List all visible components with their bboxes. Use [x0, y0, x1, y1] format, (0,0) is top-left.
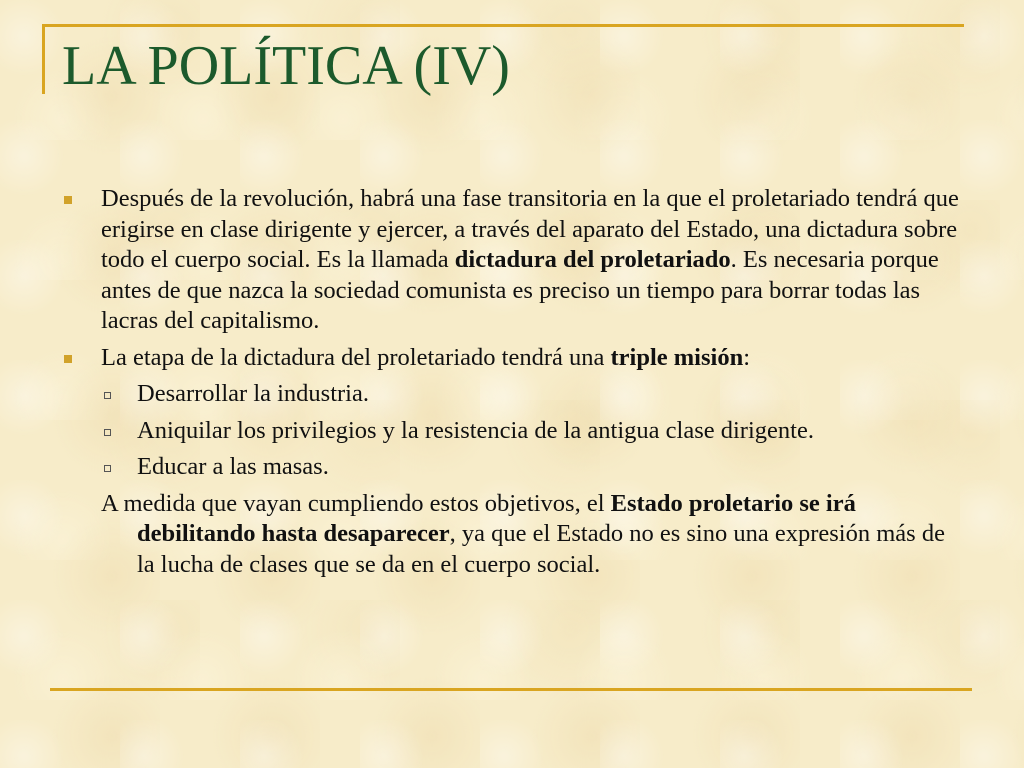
- sub-item-text: Educar a las masas.: [137, 453, 329, 480]
- bullet1-bold-term: dictadura del proletariado: [454, 246, 731, 273]
- sub-item-text: Aniquilar los privilegios y la resistencia de la antigua clase dirigente.: [137, 416, 814, 444]
- closing-text-b: , ya que el Estado no es sino una expresión más de la lucha de clases que se da en el cuerpo social.: [137, 520, 945, 578]
- sub-item-text: Desarrollar la industria.: [137, 380, 369, 407]
- square-bullet-icon: [64, 196, 72, 204]
- hollow-square-bullet-icon: [104, 429, 111, 436]
- closing-bold-term: Estado proletario se irá debilitando hasta desaparecer: [137, 489, 856, 547]
- sub-item-industry: [60, 379, 965, 410]
- square-bullet-icon: [64, 355, 72, 363]
- left-decorative-rule: [42, 24, 45, 94]
- slide-body: [60, 184, 965, 580]
- top-decorative-rule: [42, 24, 964, 27]
- sub-item-privileges: [60, 416, 965, 447]
- sub-item-masses: [60, 452, 965, 483]
- bullet2-bold-term: triple misión: [610, 343, 744, 371]
- bullet-item-revolution: [60, 184, 965, 337]
- closing-text-a: A medida que vayan cumpliendo estos objetivos, el: [101, 489, 611, 517]
- hollow-square-bullet-icon: [104, 465, 111, 472]
- bullet-item-triple-mission: [60, 343, 965, 374]
- bullet1-text-b: . Es necesaria porque antes de que nazca la sociedad comunista es preciso un tiempo para borrar todas las lacras del capitalismo.: [101, 246, 939, 334]
- bullet2-text-b: :: [743, 343, 751, 371]
- slide-title: LA POLÍTICA (IV): [62, 35, 510, 97]
- closing-paragraph: [60, 489, 965, 581]
- bullet1-text-a: Después de la revolución, habrá una fase transitoria en la que el proletariado tendrá que erigirse en clase dirigente y ejercer, a través del aparato del Estado, una dictadura sobre todo el cuerpo social. Es la llamada: [101, 185, 959, 273]
- hollow-square-bullet-icon: [104, 392, 111, 399]
- bottom-decorative-rule: [50, 688, 972, 691]
- bullet2-text-a: La etapa de la dictadura del proletariado tendrá una: [101, 343, 611, 371]
